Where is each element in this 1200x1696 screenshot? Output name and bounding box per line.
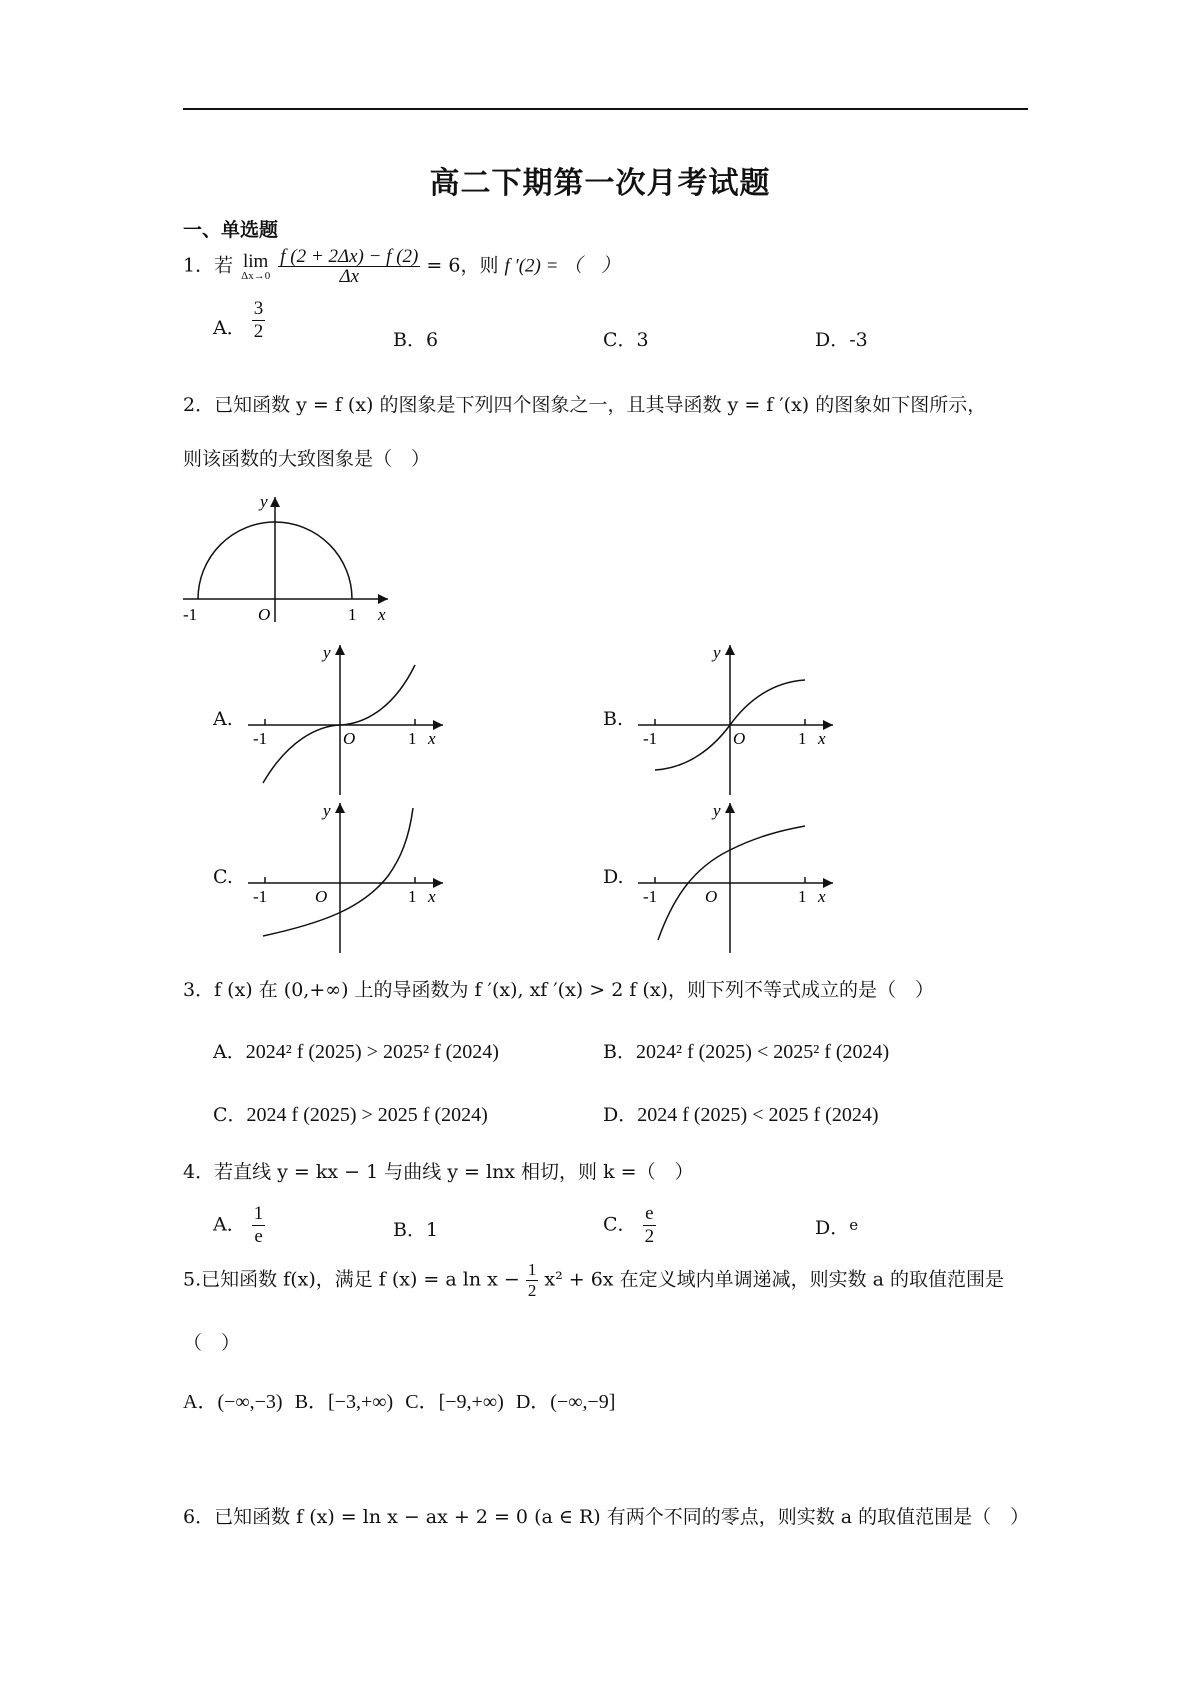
derivative-y-arrow (270, 497, 280, 507)
q2-option-a-graph (243, 640, 453, 795)
q4-option-b: B．1 (393, 1219, 439, 1241)
q3-option-c-label: C． (213, 1104, 247, 1126)
q5-option-d: D．(−∞,−9] (515, 1391, 616, 1413)
q5-post: x² + 6x 在定义域内单调递减，则实数 a 的取值范围是 (544, 1268, 1004, 1291)
q1-ask: f ′(2) = （ ） (504, 255, 621, 277)
q3-option-d (603, 1100, 878, 1127)
q2-option-c-label: C. (213, 866, 233, 888)
derivative-graph (178, 492, 398, 622)
b-pos1-label: 1 (798, 729, 807, 748)
b-origin-label: O (733, 729, 746, 748)
q5-frac-den: 2 (527, 1281, 537, 1300)
b-y-label: y (713, 643, 721, 662)
q1-number: 1．若 (183, 254, 234, 277)
q1-equals: = 6，则 (426, 254, 499, 277)
derivative-y-label: y (260, 492, 268, 511)
q3-option-b-label: B． (603, 1041, 636, 1063)
b-x-label: x (818, 729, 826, 748)
q1-option-a-fraction (252, 298, 266, 343)
q3-option-a-label: A． (213, 1041, 246, 1063)
q1-lim-sub: Δx→0 (241, 269, 271, 282)
derivative-neg1-label: -1 (183, 605, 198, 622)
q3-option-a (213, 1037, 499, 1064)
c-curve (263, 808, 413, 936)
q4-option-c-fraction (643, 1203, 657, 1248)
q3-option-b-text: 2024² f (2025) < 2025² f (2024) (635, 1041, 890, 1063)
q5-option-c: C．[−9,+∞) (405, 1391, 504, 1413)
q1-lim-word: lim (243, 250, 269, 272)
d-origin-label: O (705, 887, 718, 906)
q2-option-a-label: A. (213, 708, 233, 730)
q1-option-d: D．-3 (815, 329, 868, 351)
q1-option-a-den: 2 (253, 320, 264, 342)
q1-fraction (278, 247, 420, 286)
q2-option-c-graph (243, 798, 453, 953)
q4-option-d-text: e (849, 1216, 859, 1234)
q4-option-d-label: D． (815, 1217, 850, 1239)
c-y-label: y (323, 801, 331, 820)
d-neg1-label: -1 (643, 887, 658, 906)
q5-option-a: A．(−∞,−3) (183, 1391, 283, 1413)
q4-option-a-fraction (252, 1203, 266, 1248)
header-rule (183, 108, 1028, 110)
q2-option-d-label: D. (603, 866, 624, 888)
q4-option-d (815, 1213, 858, 1240)
derivative-pos1-label: 1 (348, 605, 357, 622)
c-y-arrow (335, 803, 345, 813)
d-y-label: y (713, 801, 721, 820)
q2-option-b-graph (633, 640, 843, 795)
q5-options (183, 1385, 615, 1414)
q3-option-b (603, 1037, 889, 1064)
q4-option-a-label: A． (213, 1213, 246, 1236)
question-6: 6．已知函数 f (x) = ln x − ax + 2 = 0 (a ∈ R) 有两个不同的零点，则实数 a 的取值范围是（ ） (183, 1506, 1030, 1528)
question-5 (183, 1260, 1004, 1301)
derivative-x-label: x (378, 605, 386, 622)
q5-frac-num: 1 (527, 1260, 537, 1279)
d-x-label: x (818, 887, 826, 906)
a-neg1-label: -1 (253, 729, 268, 748)
derivative-x-arrow (378, 594, 388, 604)
a-origin-label: O (343, 729, 356, 748)
section-heading-single-choice: 一、单选题 (183, 219, 279, 241)
question-4: 4．若直线 y = kx − 1 与曲线 y = lnx 相切，则 k =（ ） (183, 1161, 694, 1183)
q3-option-c-text: 2024 f (2025) > 2025 f (2024) (246, 1104, 488, 1126)
question-2-line-2: 则该函数的大致图象是（ ） (183, 448, 431, 470)
question-2-line-1: 2．已知函数 y = f (x) 的图象是下列四个图象之一，且其导函数 y = f ′(x) 的图象如下图所示， (183, 394, 987, 416)
a-y-arrow (335, 645, 345, 655)
q3-option-c (213, 1100, 488, 1127)
q5-option-b: B．[−3,+∞) (294, 1391, 394, 1413)
q4-option-c (603, 1203, 656, 1248)
q5-fraction (526, 1260, 539, 1301)
q3-option-d-label: D． (603, 1104, 638, 1126)
q1-limit (241, 252, 270, 282)
c-neg1-label: -1 (253, 887, 268, 906)
q1-option-a-num: 3 (253, 297, 264, 319)
a-pos1-label: 1 (408, 729, 417, 748)
q3-option-a-text: 2024² f (2025) > 2025² f (2024) (245, 1041, 499, 1063)
d-pos1-label: 1 (798, 887, 807, 906)
q4-option-c-num: e (645, 1203, 654, 1224)
b-neg1-label: -1 (643, 729, 658, 748)
q3-option-d-text: 2024 f (2025) < 2025 f (2024) (637, 1104, 879, 1126)
question-5-paren: （ ） (183, 1332, 241, 1354)
q2-option-b-label: B. (603, 708, 624, 730)
q4-option-a (213, 1203, 265, 1248)
q4-option-a-den: e (252, 1225, 266, 1248)
derivative-origin-label: O (258, 605, 271, 622)
c-origin-label: O (315, 887, 328, 906)
q1-frac-num: f (2 + 2Δx) − f (2) (280, 246, 419, 267)
q4-option-c-den: 2 (644, 1226, 655, 1247)
c-x-label: x (428, 887, 436, 906)
question-3: 3．f (x) 在 (0,+∞) 上的导函数为 f ′(x), xf ′(x) > 2 f (x)，则下列不等式成立的是（ ） (183, 979, 934, 1001)
q4-option-c-label: C． (603, 1213, 637, 1236)
q5-pre: 5.已知函数 f(x)，满足 f (x) = a ln x − (183, 1268, 520, 1291)
c-pos1-label: 1 (408, 887, 417, 906)
q1-option-a (213, 297, 265, 343)
q1-option-a-label: A． (213, 317, 246, 339)
q4-option-a-num: 1 (253, 1203, 264, 1224)
q1-option-b: B．6 (393, 329, 439, 351)
a-x-label: x (428, 729, 436, 748)
question-1 (183, 247, 620, 286)
a-y-label: y (323, 643, 331, 662)
a-curve (263, 665, 415, 783)
b-y-arrow (725, 645, 735, 655)
q1-frac-den: Δx (278, 266, 420, 286)
page-title: 高二下期第一次月考试题 (429, 166, 771, 201)
q2-option-d-graph (633, 798, 843, 953)
q1-option-c: C．3 (603, 329, 649, 351)
d-y-arrow (725, 803, 735, 813)
